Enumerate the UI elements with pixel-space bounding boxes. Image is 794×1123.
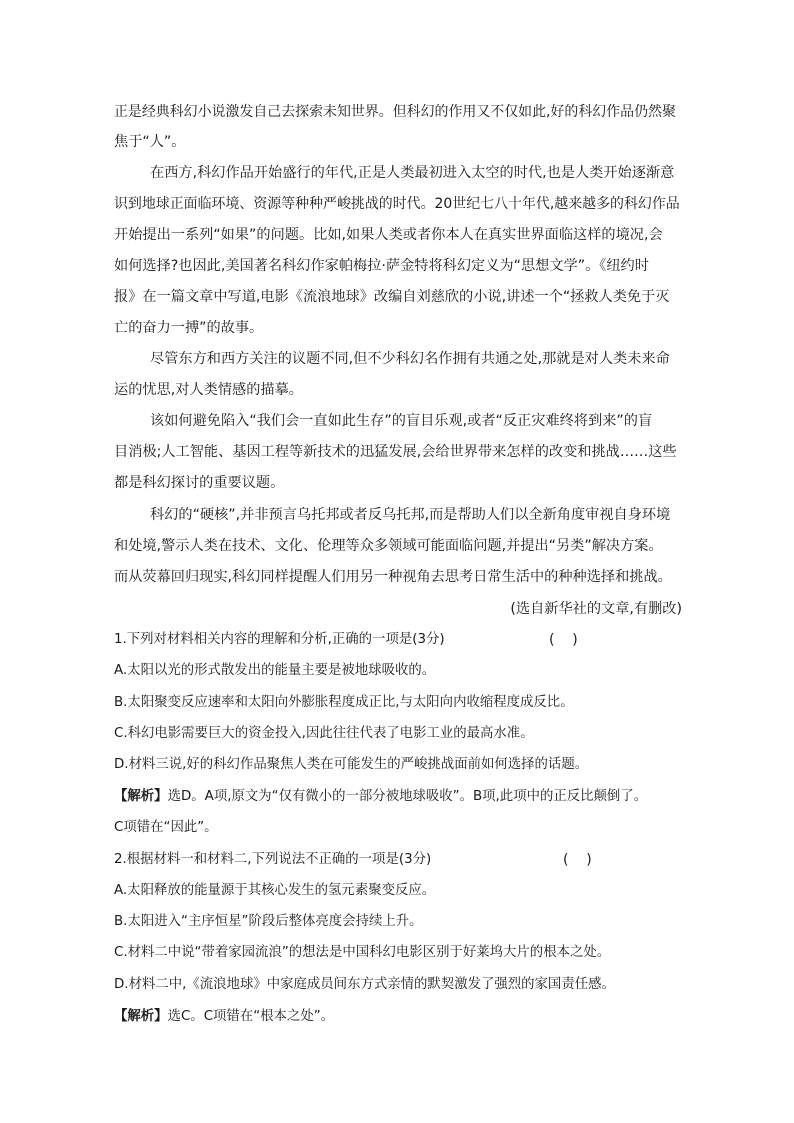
paragraph-2-line-5: 报》在一篇文章中写道,电影《流浪地球》改编自刘慈欣的小说,讲述一个“拯救人类免于灭: [114, 289, 670, 305]
question-2-analysis-text: 选C。C项错在“根本之处”。: [167, 1009, 335, 1024]
question-2-option-c: C.材料二中说“带着家园流浪”的想法是中国科幻电影区别于好莱坞大片的根本之处。: [114, 945, 611, 960]
question-2-option-a: A.太阳释放的能量源于其核心发生的氢元素聚变反应。: [114, 883, 436, 898]
paragraph-3-line-1: 尽管东方和西方关注的议题不同,但不少科幻名作拥有共通之处,那就是对人类未来命: [150, 351, 670, 367]
question-2-answer-bracket: ( ): [563, 852, 592, 868]
paragraph-2-line-2: 识到地球正面临环境、资源等种种严峻挑战的时代。20世纪七八十年代,越来越多的科幻作品: [114, 196, 680, 212]
paragraph-1-line-2: 焦于“人”。: [114, 134, 186, 150]
paragraph-4-line-1: 该如何避免陷入“我们会一直如此生存”的盲目乐观,或者“反正灾难终将到来”的盲: [150, 413, 653, 429]
question-2-stem: 2.根据材料一和材料二,下列说法不正确的一项是(3分): [114, 852, 432, 867]
paragraph-4-line-3: 都是科幻探讨的重要议题。: [114, 475, 285, 491]
question-1-option-d: D.材料三说,好的科幻作品聚焦人类在可能发生的严峻挑战面前如何选择的话题。: [114, 757, 589, 772]
question-1-option-c: C.科幻电影需要巨大的资金投入,因此往往代表了电影工业的最高水准。: [114, 726, 534, 741]
paragraph-5-line-2: 和处境,警示人类在技术、文化、伦理等众多领域可能面临问题,并提出“另类”解决方案。: [114, 538, 663, 554]
question-1-analysis-line-1: [114, 787, 694, 807]
paragraph-5-line-1: 科幻的“硬核”,并非预言乌托邦或者反乌托邦,而是帮助人们以全新角度审视自身环境: [150, 507, 671, 523]
paragraph-5-line-3: 而从荧幕回归现实,科幻同样提醒人们用另一种视角去思考日常生活中的种种选择和挑战。: [114, 569, 672, 585]
paragraph-2-line-3: 开始提出一系列“如果”的问题。比如,如果人类或者你本人在真实世界面临这样的境况,会: [114, 227, 663, 243]
paragraph-1-line-1: 正是经典科幻小说激发自己去探索未知世界。但科幻的作用又不仅如此,好的科幻作品仍然聚: [114, 104, 676, 120]
paragraph-3-line-2: 运的忧思,对人类情感的描摹。: [114, 382, 303, 398]
paragraph-2-line-1: 在西方,科幻作品开始盛行的年代,正是人类最初进入太空的时代,也是人类开始逐渐意: [150, 165, 675, 181]
paragraph-4-line-2: 目消极;人工智能、基因工程等新技术的迅猛发展,会给世界带来怎样的改变和挑战……这些: [114, 444, 677, 460]
question-2-option-d: D.材料二中,《流浪地球》中家庭成员间东方式亲情的默契激发了强烈的家国责任感。: [114, 977, 615, 992]
question-1-stem: 1.下列对材料相关内容的理解和分析,正确的一项是(3分): [114, 632, 445, 647]
paragraph-2-line-4: 如何选择?也因此,美国著名科幻作家帕梅拉·萨金特将科幻定义为“思想文学”。《纽约时: [114, 258, 649, 274]
source-attribution: (选自新华社的文章,有删改): [510, 601, 682, 617]
question-1-answer-bracket: ( ): [549, 632, 578, 648]
analysis-tag: 【解析】: [114, 1009, 168, 1024]
question-1-option-b: B.太阳聚变反应速率和太阳向外膨胀程度成正比,与太阳向内收缩程度成反比。: [114, 695, 574, 710]
question-1-analysis-line-2: C项错在“因此”。: [114, 820, 218, 835]
paragraph-2-line-6: 亡的奋力一搏”的故事。: [114, 320, 264, 336]
question-2-analysis-line-1: [114, 1007, 684, 1027]
question-2-option-b: B.太阳进入“主序恒星”阶段后整体亮度会持续上升。: [114, 914, 423, 929]
analysis-tag: 【解析】: [114, 789, 168, 804]
question-1-option-a: A.太阳以光的形式散发出的能量主要是被地球吸收的。: [114, 663, 436, 678]
question-1-analysis-text: 选D。A项,原文为“仅有微小的一部分被地球吸收”。B项,此项中的正反比颠倒了。: [167, 789, 648, 804]
